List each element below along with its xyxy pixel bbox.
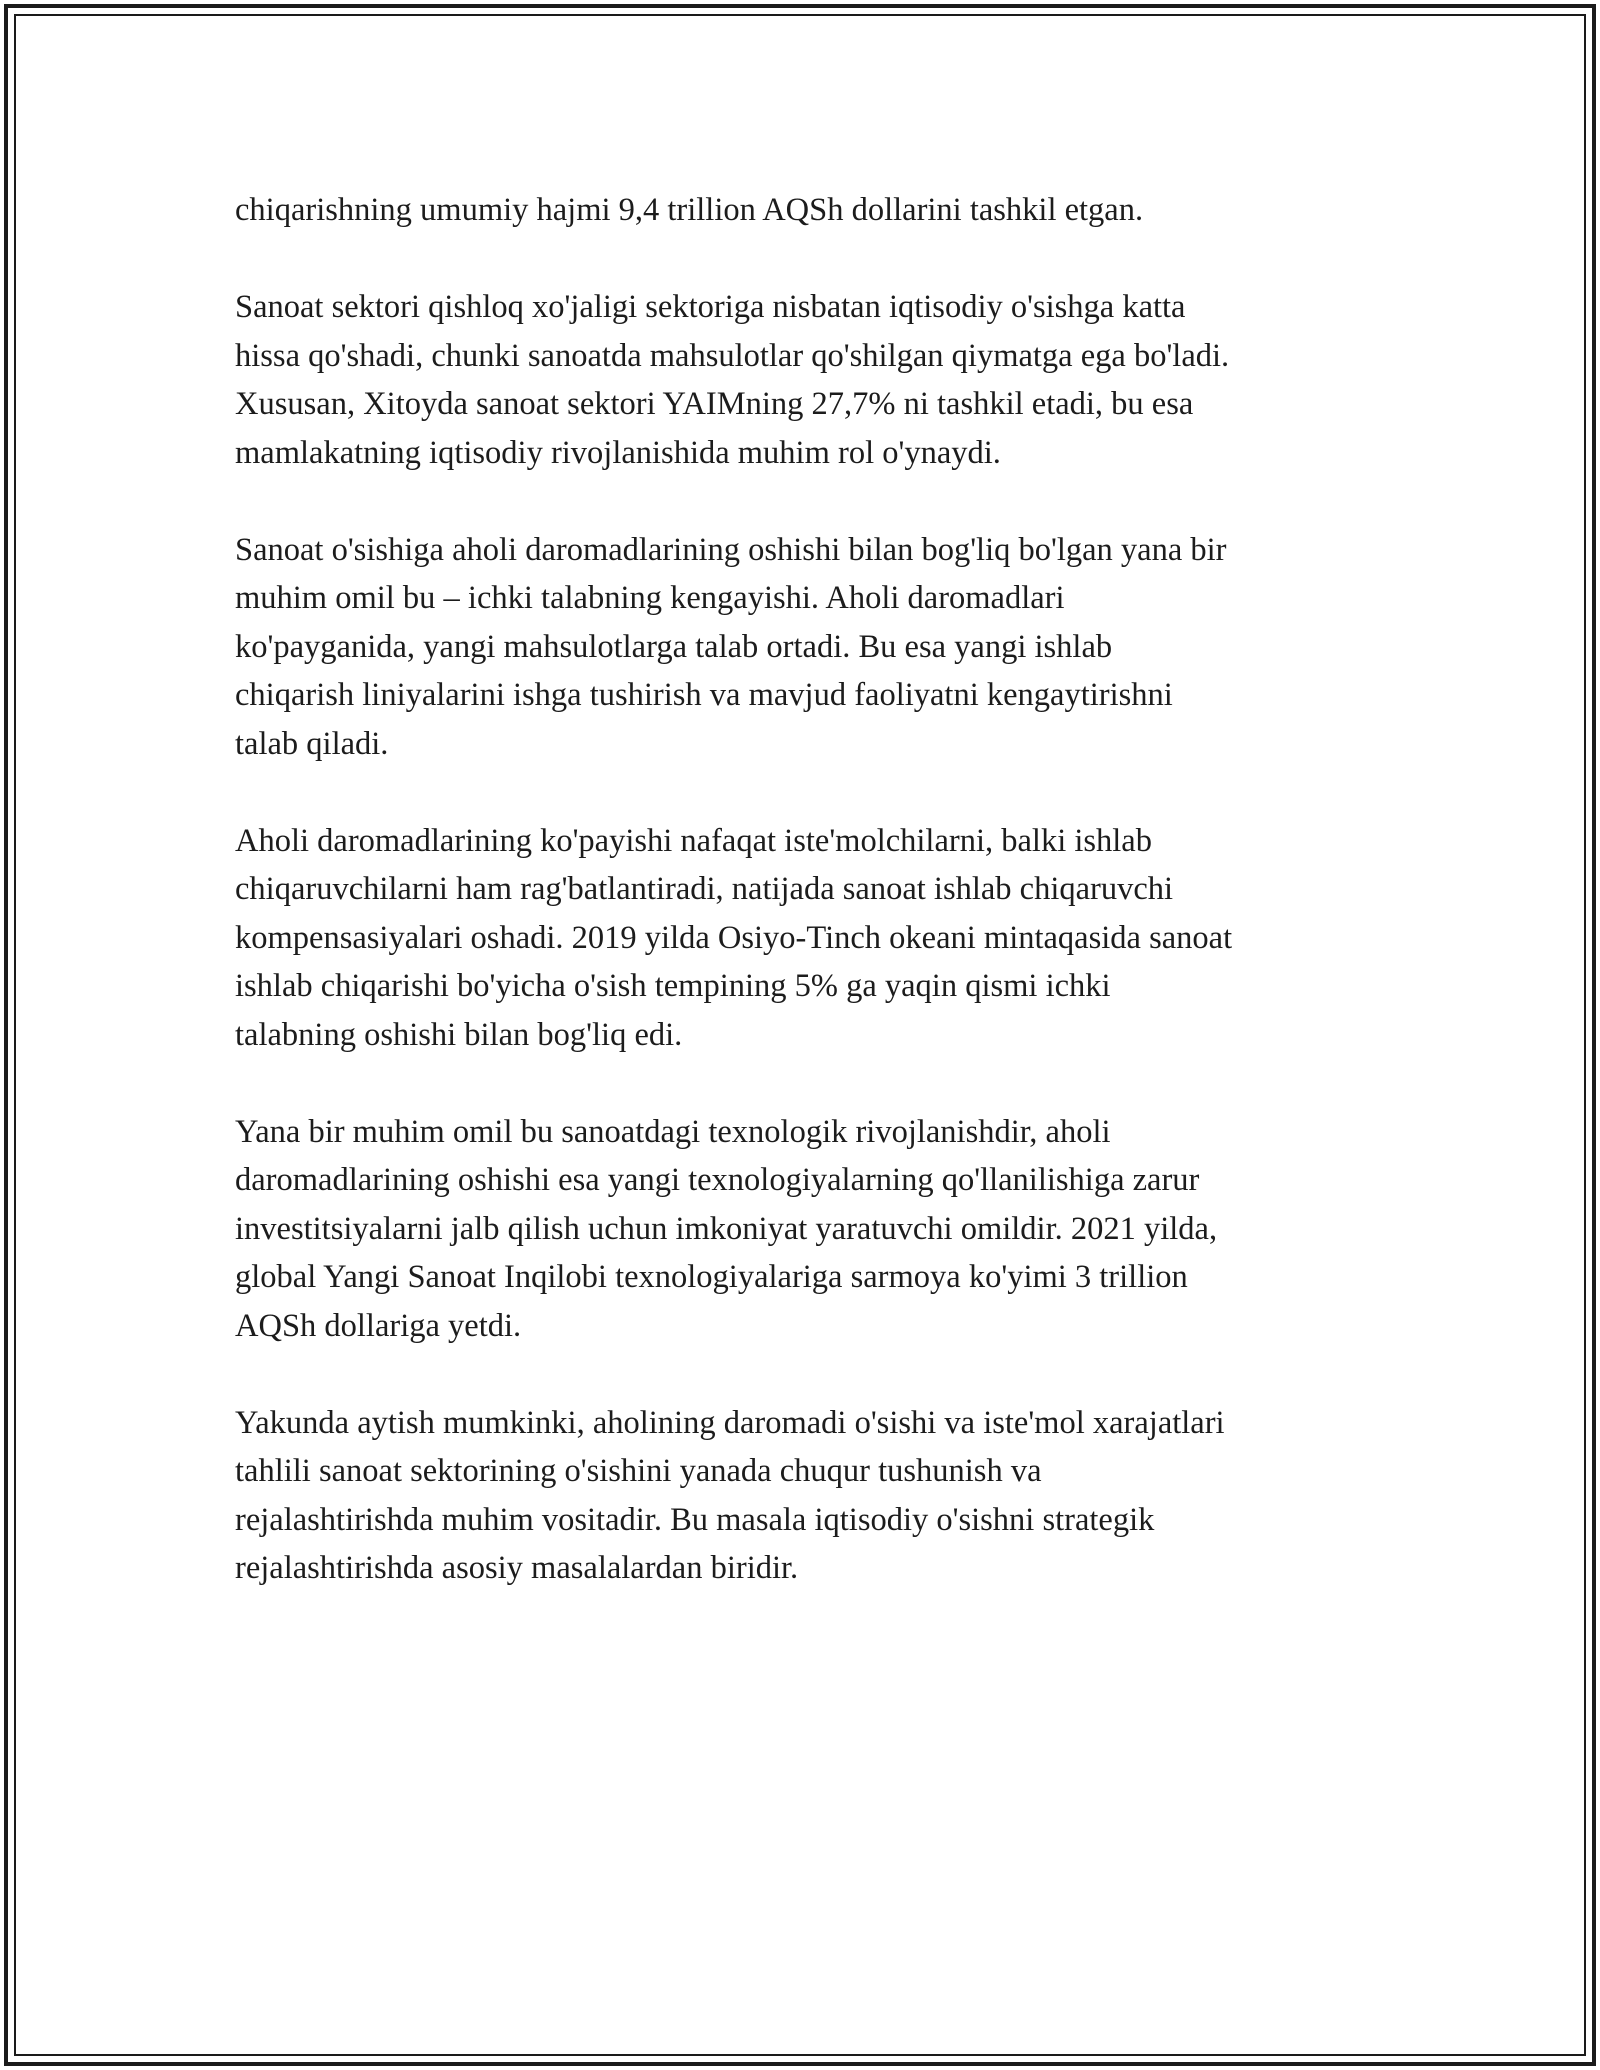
text-line: talabning oshishi bilan bog'liq edi. — [235, 1016, 683, 1053]
text-line: global Yangi Sanoat Inqilobi texnologiyalariga sarmoya ko'yimi 3 trillion — [235, 1259, 1188, 1295]
text-line: ko'payganida, yangi mahsulotlarga talab ortadi. Bu esa yangi ishlab — [235, 628, 1113, 665]
text-line: chiqaruvchilarni ham rag'batlantiradi, natijada sanoat ishlab chiqaruvchi — [235, 871, 1174, 907]
paragraph-3 — [235, 526, 1375, 769]
text-line: Sanoat o'sishiga aholi daromadlarining oshishi bilan bog'liq bo'lgan yana bir — [235, 531, 1227, 568]
text-line: hissa qo'shadi, chunki sanoatda mahsulotlar qo'shilgan qiymatga ega bo'ladi. — [235, 337, 1230, 374]
text-line: chiqarishning umumiy hajmi 9,4 trillion AQSh dollarini tashkil etgan. — [235, 192, 1144, 228]
text-line: chiqarish liniyalarini ishga tushirish va mavjud faoliyatni kengaytirishni — [235, 677, 1173, 713]
text-line: Sanoat sektori qishloq xo'jaligi sektoriga nisbatan iqtisodiy o'sishga katta — [235, 289, 1186, 325]
text-line: daromadlarining oshishi esa yangi texnologiyalarning qo'llanilishiga zarur — [235, 1162, 1200, 1198]
text-line: Aholi daromadlarining ko'payishi nafaqat iste'molchilarni, balki ishlab — [235, 822, 1152, 859]
text-line: investitsiyalarni jalb qilish uchun imkoniyat yaratuvchi omildir. 2021 yilda, — [235, 1210, 1218, 1247]
paragraph-5 — [235, 1108, 1375, 1351]
text-line: rejalashtirishda muhim vositadir. Bu masala iqtisodiy o'sishni strategik — [235, 1501, 1155, 1538]
text-line: mamlakatning iqtisodiy rivojlanishida muhim rol o'ynaydi. — [235, 434, 1001, 471]
text-line: talab qiladi. — [235, 725, 389, 762]
text-line: muhim omil bu – ichki talabning kengayishi. Aholi daromadlari — [235, 580, 1065, 616]
text-line: Xususan, Xitoyda sanoat sektori YAIMning 27,7% ni tashkil etadi, bu esa — [235, 386, 1194, 422]
text-line: Yakunda aytish mumkinki, aholining daromadi o'sishi va iste'mol xarajatlari — [235, 1404, 1225, 1441]
text-line: AQSh dollariga yetdi. — [235, 1307, 522, 1344]
paragraph-6 — [235, 1399, 1375, 1593]
document-body — [235, 186, 1375, 1641]
paragraph-4 — [235, 817, 1375, 1060]
text-line: rejalashtirishda asosiy masalalardan biridir. — [235, 1550, 799, 1586]
text-line: kompensasiyalari oshadi. 2019 yilda Osiyo-Tinch okeani mintaqasida sanoat — [235, 919, 1233, 956]
paragraph-2 — [235, 283, 1375, 477]
text-line: tahlili sanoat sektorining o'sishini yanada chuqur tushunish va — [235, 1453, 1042, 1489]
text-line: Yana bir muhim omil bu sanoatdagi texnologik rivojlanishdir, aholi — [235, 1113, 1111, 1150]
text-line: ishlab chiqarishi bo'yicha o'sish tempining 5% ga yaqin qismi ichki — [235, 968, 1111, 1004]
paragraph-1 — [235, 186, 1375, 235]
